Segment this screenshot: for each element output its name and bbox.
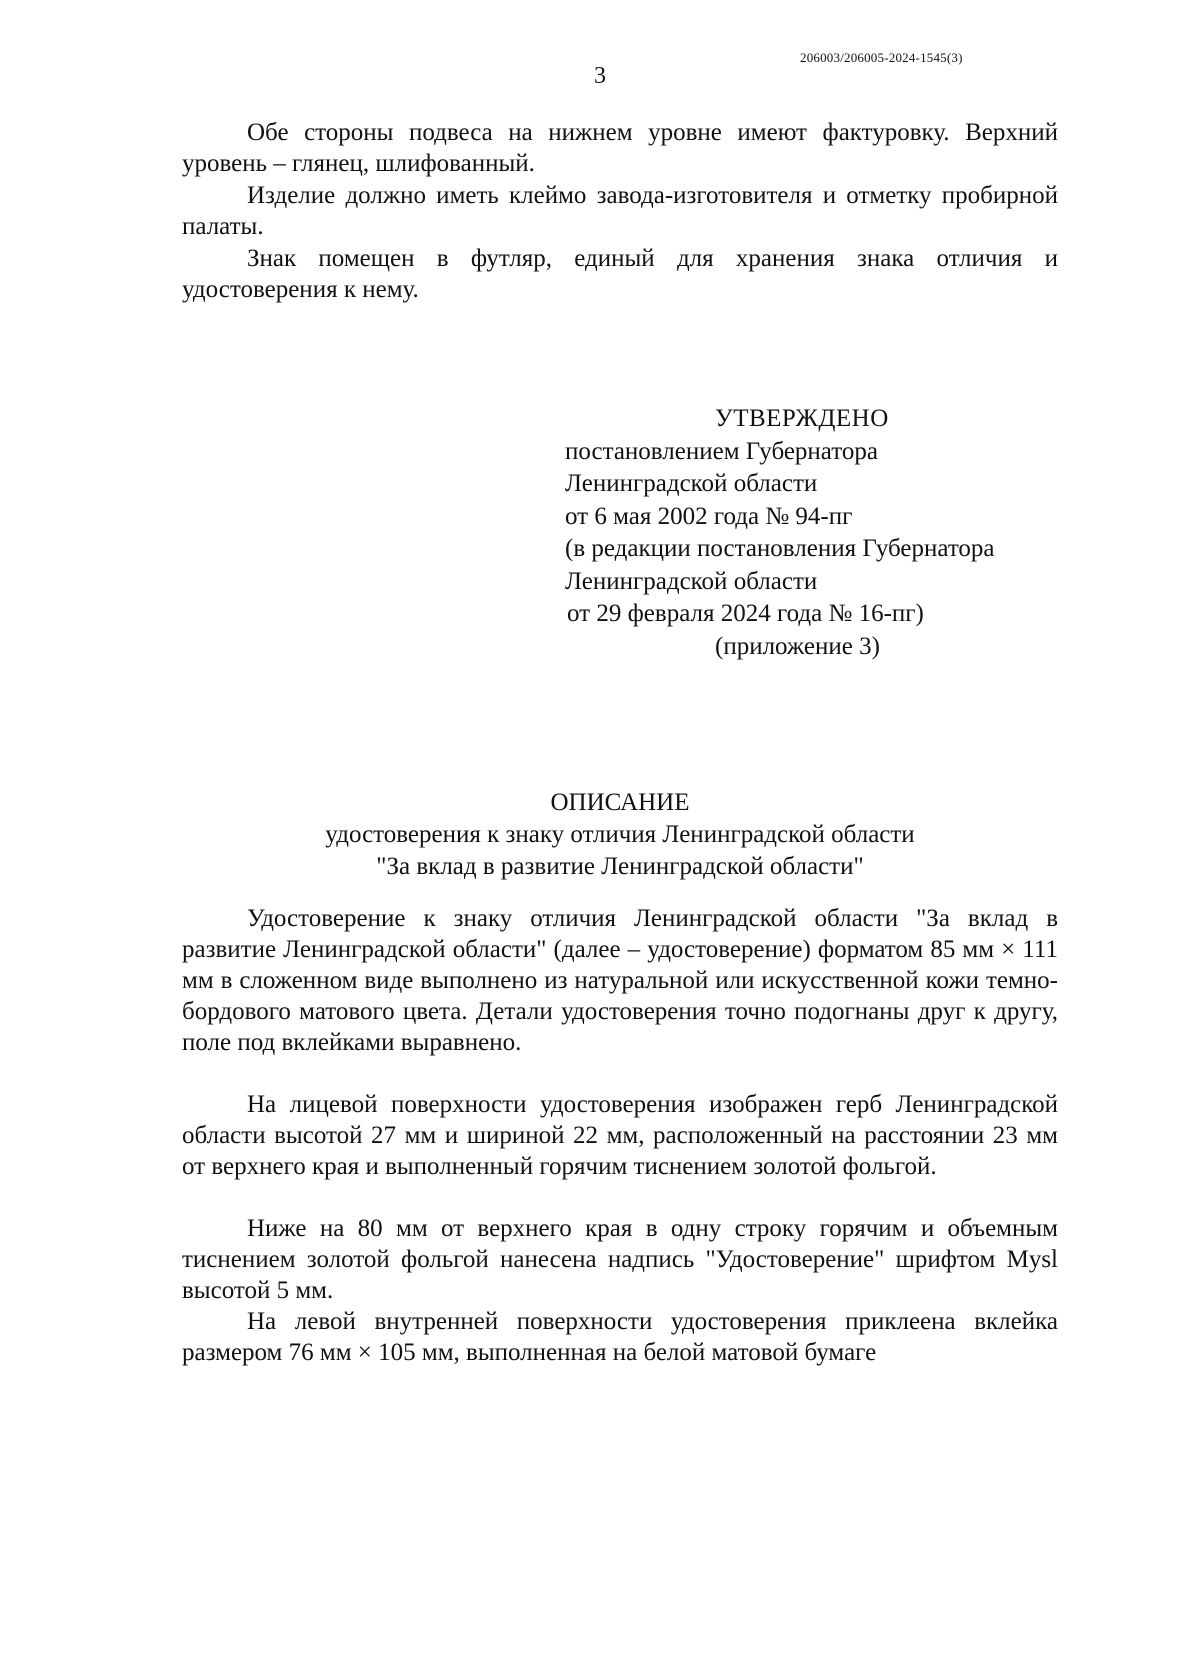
heading-title: ОПИСАНИЕ [550,789,690,816]
body-paragraph-3: Ниже на 80 мм от верхнего края в одну строку горячим и объемным тиснением золотой фольгой нанесена надпись "Удостоверение" шрифтом Mysl высотой 5 мм. [182,1215,1058,1304]
approval-line-5: Ленинградской области [565,567,818,595]
page-number: 3 [594,63,606,89]
approval-line-6: от 29 февраля 2024 года № 16-пг) [567,600,924,627]
intro-paragraph-2: Изделие должно иметь клеймо завода-изготовителя и отметку пробирной палаты. [182,182,1058,240]
approval-block [565,403,1085,663]
heading-subtitle-1: удостоверения к знаку отличия Ленинградской области [325,821,915,848]
approval-title: УТВЕРЖДЕНО [715,405,889,432]
intro-paragraph-1: Обе стороны подвеса на нижнем уровне имеют фактуровку. Верхний уровень – глянец, шлифованный. [182,119,1058,177]
approval-line-2: Ленинградской области [565,470,818,497]
approval-line-1: постановлением Губернатора [565,437,878,465]
body-paragraph-2: На лицевой поверхности удостоверения изображен герб Ленинградской области высотой 27 мм и шириной 22 мм, расположенный на расстоянии 23 мм от верхнего края и выполненный горячим тиснением золотой фольгой. [182,1091,1058,1180]
body-paragraph-1: Удостоверение к знаку отличия Ленинградской области "За вклад в развитие Ленинградской области" (далее – удостоверение) форматом 85 мм × 111 мм в сложенном виде выполнено из натуральной или искусственной кожи темно-бордового матового цвета. Детали удостоверения точно подогнаны друг к другу, поле под вклейками выравнено. [182,905,1058,1056]
description-heading [182,787,1058,883]
document-id: 206003/206005-2024-1545(3) [800,50,963,65]
approval-line-4: (в редакции постановления Губернатора [565,535,995,562]
heading-subtitle-2: "За вклад в развитие Ленинградской области" [376,853,864,880]
body-paragraph-4: На левой внутренней поверхности удостоверения приклеена вклейка размером 76 мм × 105 мм, выполненная на белой матовой бумаге [182,1308,1058,1366]
approval-line-3: от 6 мая 2002 года № 94-пг [565,502,853,530]
approval-appendix: (приложение 3) [715,632,880,660]
intro-paragraph-3: Знак помещен в футляр, единый для хранения знака отличия и удостоверения к нему. [182,245,1058,303]
